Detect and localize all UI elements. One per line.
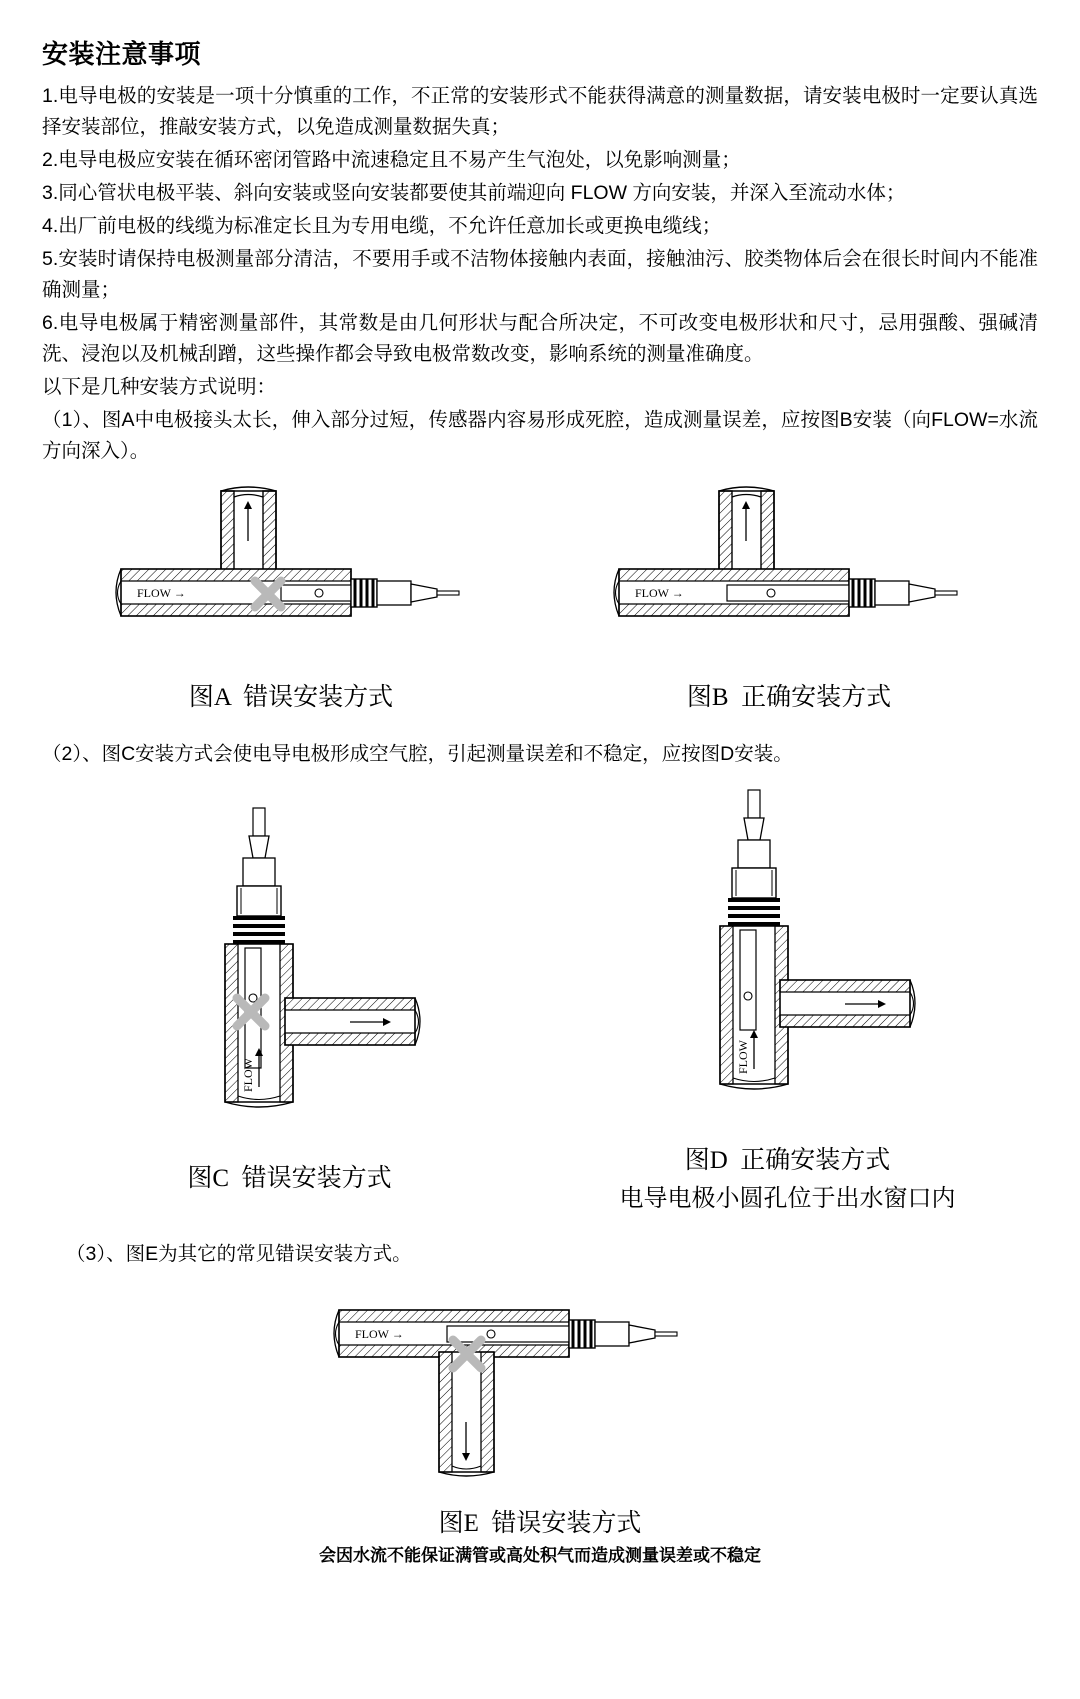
figure-c-flow-label: FLOW — [240, 1058, 255, 1092]
figure-a — [101, 481, 481, 713]
paragraph-4: 4.出厂前电极的线缆为标准定长且为专用电缆，不允许任意加长或更换电缆线； — [42, 215, 722, 237]
paragraph-item-3: （3）、图E为其它的常见错误安装方式。 — [66, 1243, 412, 1265]
figure-a-flow-label: FLOW → — [137, 586, 186, 600]
figure-c-caption: 图C 错误安装方式 — [187, 1165, 392, 1192]
paragraph-1: 1.电导电极的安装是一项十分慎重的工作，不正常的安装形式不能获得满意的测量数据，请安装电极时一定要认真选择安装部位，推敲安装方式，以免造成测量数据失真； — [42, 85, 1038, 138]
figure-d-flow-label: FLOW — [735, 1040, 750, 1074]
paragraph-5: 5.安装时请保持电极测量部分清洁，不要用手或不洁物体接触内表面，接触油污、胶类物体后会在很长时间内不能准确测量； — [42, 248, 1038, 301]
figure-e-diagram — [319, 1282, 749, 1497]
figure-a-diagram — [101, 481, 481, 671]
figure-row-ab — [42, 481, 1038, 713]
figure-d-caption: 图D 正确安装方式 — [684, 1147, 891, 1174]
paragraph-3: 3.同心管状电极平装、斜向安装或竖向安装都要使其前端迎向 FLOW 方向安装，并深入至流动水体； — [42, 182, 906, 204]
figure-d-diagram — [620, 784, 950, 1134]
figure-a-caption: 图A 错误安装方式 — [188, 684, 394, 711]
paragraph-intro: 以下是几种安装方式说明： — [42, 376, 277, 398]
paragraph-item-2: （2）、图C安装方式会使电导电极形成空气腔，引起测量误差和不稳定，应按图D安装。 — [42, 743, 793, 765]
figure-e-flow-label: FLOW → — [355, 1327, 404, 1341]
figure-e — [319, 1282, 761, 1566]
figure-row-cd — [42, 784, 1038, 1213]
figure-d-subcaption: 电导电极小圆孔位于出水窗口内 — [619, 1186, 956, 1212]
figure-e-caption: 图E 错误安装方式 — [438, 1510, 642, 1537]
figure-b-diagram — [599, 481, 979, 671]
figure-row-e — [42, 1282, 1038, 1566]
page-title: 安装注意事项 — [42, 39, 202, 69]
figure-c-diagram — [125, 802, 455, 1152]
figure-c — [125, 802, 455, 1194]
figure-b — [599, 481, 979, 713]
figure-b-flow-label: FLOW → — [635, 586, 684, 600]
figure-e-subcaption: 会因水流不能保证满管或高处积气而造成测量误差或不稳定 — [319, 1546, 761, 1565]
paragraph-6: 6.电导电极属于精密测量部件，其常数是由几何形状与配合所决定，不可改变电极形状和尺寸，忌用强酸、强碱清洗、浸泡以及机械刮蹭，这些操作都会导致电极常数改变，影响系统的测量准确度。 — [42, 312, 1038, 365]
figure-d — [620, 784, 956, 1213]
figure-b-caption: 图B 正确安装方式 — [686, 684, 892, 711]
paragraph-item-1: （1）、图A中电极接头太长，伸入部分过短，传感器内容易形成死腔，造成测量误差，应按图B安装（向FLOW=水流方向深入）。 — [42, 409, 1038, 462]
paragraph-2: 2.电导电极应安装在循环密闭管路中流速稳定且不易产生气泡处，以免影响测量； — [42, 149, 741, 171]
